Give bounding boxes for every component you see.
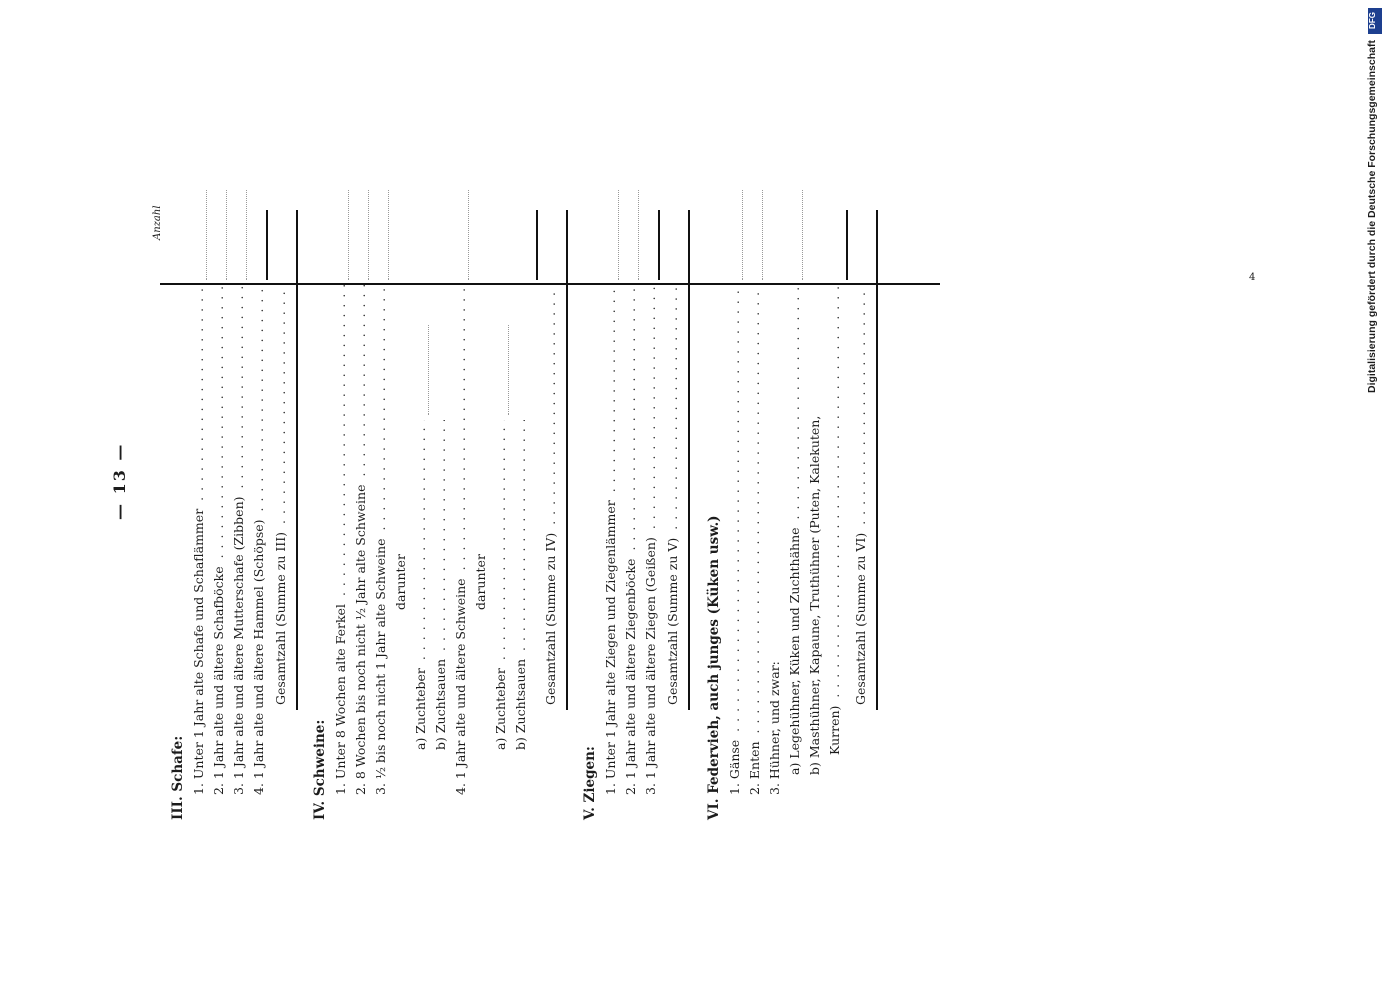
rule: [846, 210, 848, 280]
list-item: 4. 1 Jahr alte und ältere Hammel (Schöpse) . . .: [250, 285, 268, 795]
total-line: Gesamtzahl (Summe zu V) . . .: [664, 285, 682, 705]
list-item: 1. Gänse . . .: [726, 285, 744, 795]
list-item: Kurren) . . .: [826, 285, 844, 755]
entry-field[interactable]: [226, 190, 227, 280]
section-title-schafe: III. Schafe:: [170, 735, 186, 820]
rule: [658, 210, 660, 280]
list-item: 3. Hühner, und zwar:: [766, 658, 784, 795]
list-item: 1. Unter 1 Jahr alte Schafe und Schaflämmer . . .: [190, 285, 208, 795]
entry-field[interactable]: [388, 190, 389, 280]
list-item: 2. 8 Wochen bis noch nicht ½ Jahr alte Schweine . . .: [352, 285, 370, 795]
column-header-anzahl: Anzahl: [152, 205, 163, 240]
rule: [566, 210, 568, 710]
form-page: [110, 180, 950, 820]
section-title-schweine: IV. Schweine:: [312, 719, 328, 820]
list-item: 2. 1 Jahr alte und ältere Ziegenböcke . . .: [622, 285, 640, 795]
entry-field[interactable]: [428, 325, 429, 415]
list-item: 2. 1 Jahr alte und ältere Schafböcke . . .: [210, 285, 228, 795]
list-item: 1. Unter 8 Wochen alte Ferkel . . .: [332, 285, 350, 795]
entry-field[interactable]: [638, 190, 639, 280]
entry-field[interactable]: [348, 190, 349, 280]
total-line: Gesamtzahl (Summe zu IV) . . .: [542, 285, 560, 705]
rule: [266, 210, 268, 280]
digitization-note: Digitalisierung gefördert durch die Deutsche Forschungsgemeinschaft: [1366, 40, 1378, 393]
entry-field[interactable]: [468, 190, 469, 280]
list-item: b) Masthühner, Kapaune, Truthühner (Puten, Kalekuten,: [806, 285, 824, 775]
dfg-logo: DFG: [1368, 8, 1382, 34]
list-item: a) Zuchteber . . .: [412, 420, 430, 750]
entry-field[interactable]: [206, 190, 207, 280]
list-item: b) Zuchtsauen . . .: [512, 420, 530, 750]
entry-field[interactable]: [246, 190, 247, 280]
entry-field[interactable]: [368, 190, 369, 280]
total-line: Gesamtzahl (Summe zu III) . . .: [272, 285, 290, 705]
entry-field[interactable]: [802, 190, 803, 280]
list-item: darunter: [392, 551, 410, 610]
margin-mark: 4: [1249, 272, 1256, 283]
list-item: darunter: [472, 551, 490, 610]
list-item: 2. Enten . . .: [746, 285, 764, 795]
list-item: 4. 1 Jahr alte und ältere Schweine . . .: [452, 285, 470, 795]
rule: [688, 210, 690, 710]
rule: [536, 210, 538, 280]
list-item: 3. ½ bis noch nicht 1 Jahr alte Schweine . . .: [372, 285, 390, 795]
total-line: Gesamtzahl (Summe zu VI) . . .: [852, 285, 870, 705]
list-item: a) Zuchteber . . .: [492, 420, 510, 750]
page-number: — 13 —: [110, 442, 129, 520]
entry-field[interactable]: [742, 190, 743, 280]
entry-field[interactable]: [618, 190, 619, 280]
entry-field[interactable]: [762, 190, 763, 280]
rule: [296, 210, 298, 710]
list-item: b) Zuchtsauen . . .: [432, 420, 450, 750]
section-title-federvieh: VI. Federvieh, auch junges (Küken usw.): [706, 515, 722, 820]
list-item: a) Legehühner, Küken und Zuchthähne . . .: [786, 285, 804, 775]
list-item: 1. Unter 1 Jahr alte Ziegen und Ziegenlämmer . . .: [602, 285, 620, 795]
entry-field[interactable]: [508, 325, 509, 415]
list-item: 3. 1 Jahr alte und ältere Ziegen (Geißen) . . .: [642, 285, 660, 795]
section-title-ziegen: V. Ziegen:: [582, 746, 598, 820]
rule: [876, 210, 878, 710]
list-item: 3. 1 Jahr alte und ältere Mutterschafe (Zibben) . . .: [230, 285, 248, 795]
